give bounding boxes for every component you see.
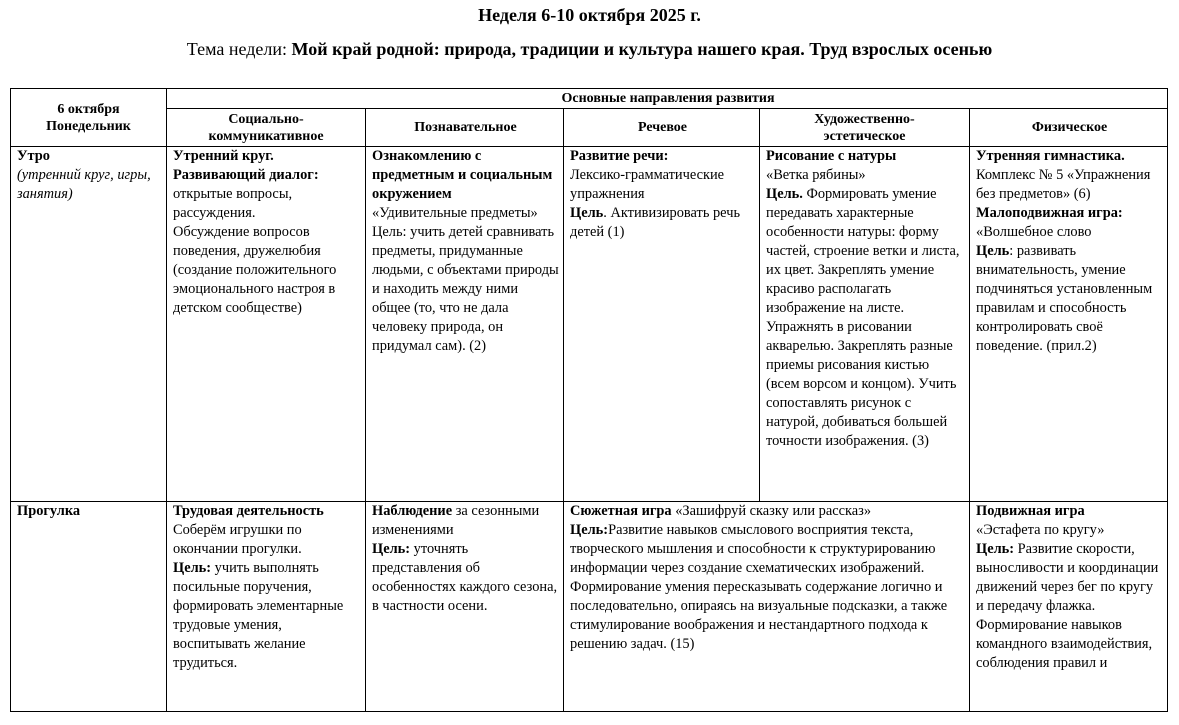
cell-morning-cognitive xyxy=(366,147,564,502)
theme-text: Мой край родной: природа, традиции и культура нашего края. Труд взрослых осенью xyxy=(291,39,993,59)
cell-text: «Волшебное слово xyxy=(976,224,1092,240)
cell-morning-speech xyxy=(564,147,760,502)
row-sublabel: (утренний круг, игры, занятия) xyxy=(17,167,151,202)
column-header-speech: Речевое xyxy=(564,109,760,147)
page-title: Неделя 6-10 октября 2025 г. xyxy=(478,5,701,25)
goal-label: Цель: xyxy=(372,541,411,557)
cell-goal xyxy=(372,540,559,616)
table-row-morning xyxy=(11,147,1168,502)
column-header-physical: Физическое xyxy=(970,109,1168,147)
cell-text: «Удивительные предметы» xyxy=(372,205,538,221)
cell-heading: Развивающий диалог: xyxy=(173,167,319,183)
cell-heading: Сюжетная игра xyxy=(570,503,672,519)
week-theme xyxy=(0,38,1179,60)
cell-text: «Ветка рябины» xyxy=(766,167,866,183)
cell-goal xyxy=(570,204,755,242)
theme-label: Тема недели: xyxy=(186,39,292,59)
goal-label: Цель. xyxy=(766,186,803,202)
cell-goal xyxy=(766,185,965,451)
cell-text: Обсуждение вопросов поведения, дружелюбия (создание положительного эмоционального настроя в детском сообществе) xyxy=(173,224,337,316)
goal-label: Цель xyxy=(570,205,604,221)
cell-goal xyxy=(976,540,1163,673)
cell-goal xyxy=(173,559,361,673)
cell-walk-speech-art xyxy=(564,502,970,712)
goal-text: учить выполнять посильные поручения, формировать элементарные трудовые умения, воспитывать желание трудиться. xyxy=(173,560,344,671)
cell-heading: Рисование с натуры xyxy=(766,148,897,164)
goal-text: : развивать внимательность, умение подчиняться установленным правилам и способность контролировать своё поведение. (прил.2) xyxy=(976,243,1153,354)
cell-walk-physical xyxy=(970,502,1168,712)
cell-heading: Утренний круг. xyxy=(173,148,274,164)
table-row-walk xyxy=(11,502,1168,712)
cell-goal xyxy=(570,521,965,654)
row-label: Утро xyxy=(17,148,51,164)
goal-label: Цель: xyxy=(173,560,212,576)
row-label-morning xyxy=(11,147,167,502)
column-header-cognitive: Познавательное xyxy=(366,109,564,147)
cell-heading: Малоподвижная игра: xyxy=(976,205,1123,221)
goal-label: Цель: xyxy=(570,522,609,538)
cell-text: Комплекс № 5 «Упражнения без предметов» (6) xyxy=(976,167,1151,202)
directions-header: Основные направления развития xyxy=(167,89,1168,109)
goal-label: Цель xyxy=(976,243,1010,259)
row-label-walk xyxy=(11,502,167,712)
goal-text: Развитие навыков смыслового восприятия текста, творческого мышления и способности к структурированию информации через создание схематических изображений. Формирование умения пересказывать содержание логично и последовательно, опираясь на визуальные подсказки, а также стимулирование воображения и нестандартного подхода к решению задач. (15) xyxy=(570,522,948,652)
goal-text: Формировать умение передавать характерные особенности натуры: форму частей, строение ветки и листа, их цвет. Закреплять умение красиво располагать изображение на листе. Упражнять в рисовании акварелью. Закреплять разные приемы рисования кистью (всем ворсом и концом). Учить сопоставлять рисунок с натурой, добиваться большей точности изображения. (3) xyxy=(766,186,960,449)
column-header-art: Художественно-эстетическое xyxy=(760,109,970,147)
cell-text: Цель: учить детей сравнивать предметы, придуманные людьми, с объектами природы и находить между ними общее (то, что не дала человеку природа, он придумал сам). (2) xyxy=(372,224,559,354)
cell-heading: Развитие речи: xyxy=(570,148,669,164)
cell-text: за сезонными изменениями xyxy=(372,503,540,538)
cell-heading: Подвижная игра xyxy=(976,503,1085,519)
goal-label: Цель: xyxy=(976,541,1015,557)
cell-walk-cognitive xyxy=(366,502,564,712)
schedule-table xyxy=(10,88,1168,712)
cell-heading: Ознакомлению с предметным и социальным окружением xyxy=(372,148,553,202)
column-header-social: Социально-коммуникативное xyxy=(167,109,366,147)
cell-walk-social xyxy=(167,502,366,712)
goal-text: уточнять представления об особенностях каждого сезона, в частности осени. xyxy=(372,541,558,614)
cell-text: Соберём игрушки по окончании прогулки. xyxy=(173,522,302,557)
cell-morning-social xyxy=(167,147,366,502)
row-label: Прогулка xyxy=(17,503,81,519)
day-header: 6 октября Понедельник xyxy=(11,89,167,147)
cell-text: «Зашифруй сказку или рассказ» xyxy=(671,503,872,519)
cell-morning-physical xyxy=(970,147,1168,502)
cell-text: открытые вопросы, рассуждения. xyxy=(173,186,293,221)
cell-heading: Наблюдение xyxy=(372,503,453,519)
goal-text: Развитие скорости, выносливости и координации движений через бег по кругу и передачу флажка. Формирование навыков командного взаимодействия, соблюдения правил и xyxy=(976,541,1159,671)
goal-text: . Активизировать речь детей (1) xyxy=(570,205,741,240)
cell-text: «Эстафета по кругу» xyxy=(976,522,1105,538)
cell-heading: Утренняя гимнастика. xyxy=(976,148,1125,164)
cell-heading-line xyxy=(570,502,965,521)
cell-goal xyxy=(976,242,1163,356)
cell-heading: Трудовая деятельность xyxy=(173,503,324,519)
cell-morning-art xyxy=(760,147,970,502)
cell-heading-line xyxy=(372,502,559,540)
cell-text: Лексико-грамматические упражнения xyxy=(570,167,725,202)
